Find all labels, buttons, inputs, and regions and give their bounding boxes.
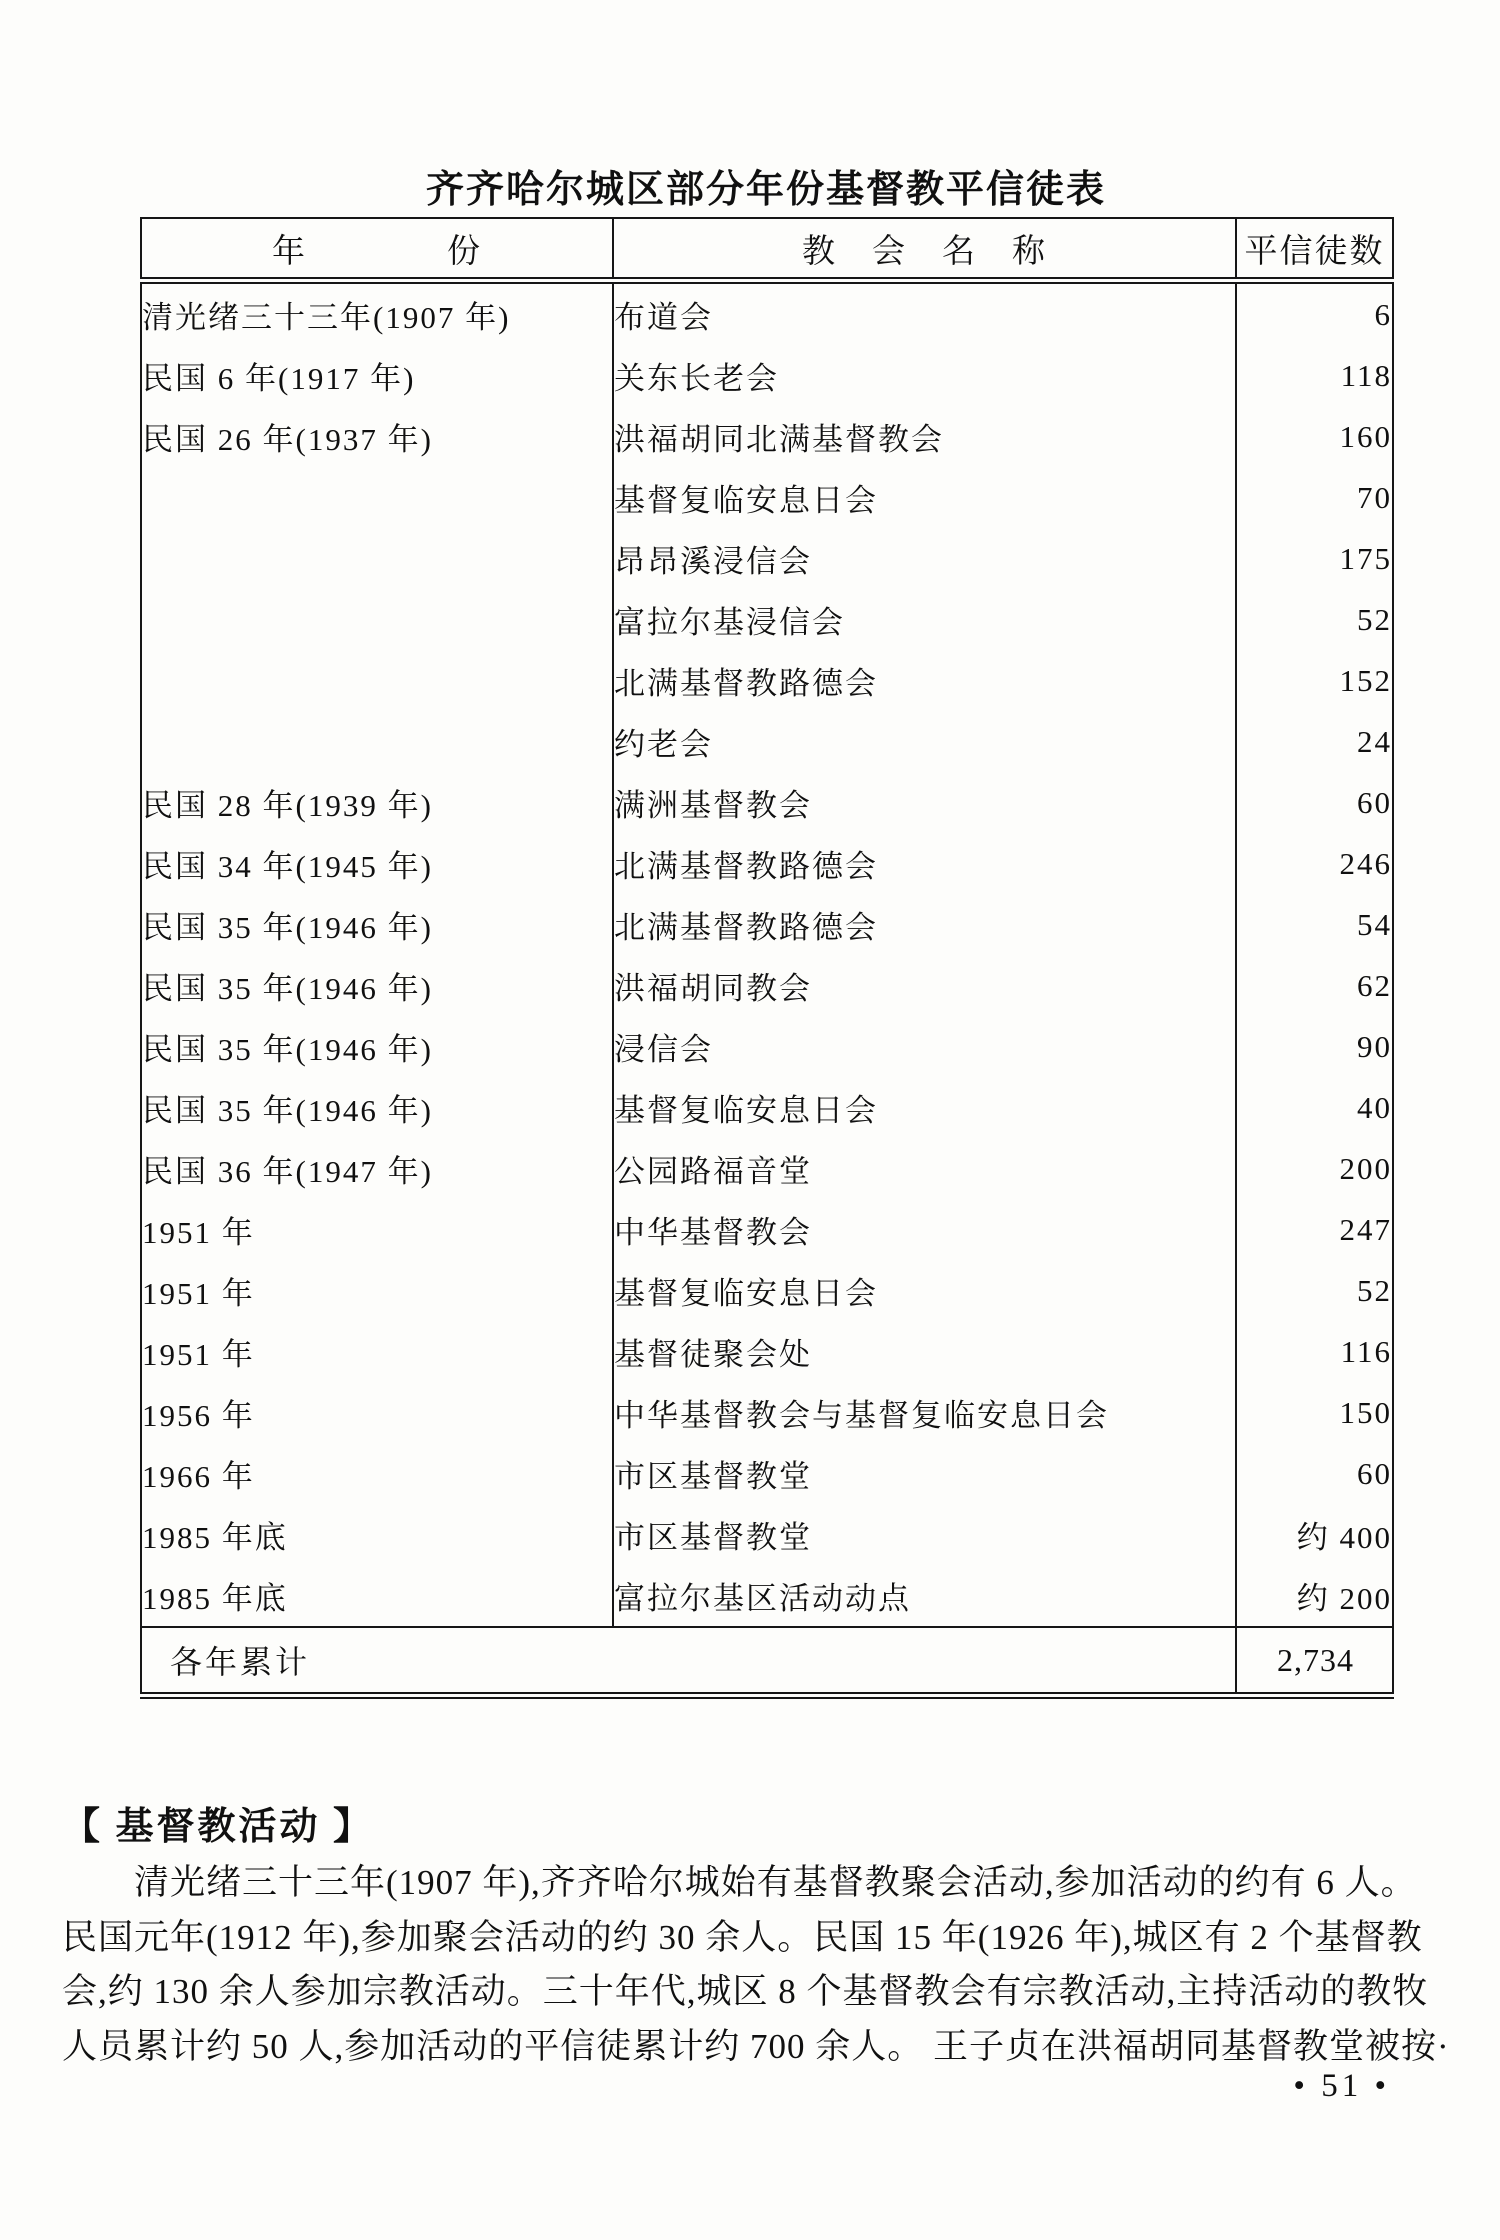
table-row [141, 1199, 1393, 1260]
year-cell: 1951 年 [141, 1321, 613, 1382]
year-cell: 民国 34 年(1945 年) [141, 833, 613, 894]
table-row [141, 955, 1393, 1016]
church-name-cell: 公园路福音堂 [613, 1138, 1236, 1199]
believer-count-cell: 24 [1357, 723, 1392, 759]
table-row [141, 711, 1393, 772]
believer-count-cell: 152 [1339, 662, 1392, 698]
year-cell: 1985 年底 [141, 1565, 613, 1627]
table-row [141, 1382, 1393, 1443]
church-name-cell: 基督复临安息日会 [613, 467, 1236, 528]
table-row [141, 833, 1393, 894]
year-cell: 1985 年底 [141, 1504, 613, 1565]
page-number: • 51 • [1293, 2068, 1390, 2104]
table-row [141, 772, 1393, 833]
header-church-name: 教 会 名 称 [613, 218, 1236, 281]
church-name-cell: 约老会 [613, 711, 1236, 772]
year-cell [141, 528, 613, 589]
church-name-cell: 市区基督教堂 [613, 1504, 1236, 1565]
year-cell: 民国 26 年(1937 年) [141, 406, 613, 467]
table-row [141, 1260, 1393, 1321]
believer-count-cell: 60 [1357, 784, 1392, 820]
church-name-cell: 市区基督教堂 [613, 1443, 1236, 1504]
church-name-cell: 富拉尔基浸信会 [613, 589, 1236, 650]
year-cell: 1956 年 [141, 1382, 613, 1443]
table-row [141, 406, 1393, 467]
year-cell: 民国 6 年(1917 年) [141, 345, 613, 406]
table-row [141, 1138, 1393, 1199]
table-body [141, 281, 1393, 1628]
year-cell: 1951 年 [141, 1260, 613, 1321]
believer-count-cell: 62 [1357, 967, 1392, 1003]
believer-count-cell: 200 [1339, 1150, 1392, 1186]
table-row [141, 1565, 1393, 1627]
year-cell: 民国 36 年(1947 年) [141, 1138, 613, 1199]
year-cell: 民国 35 年(1946 年) [141, 955, 613, 1016]
church-name-cell: 洪福胡同北满基督教会 [613, 406, 1236, 467]
believer-count-cell: 60 [1357, 1455, 1392, 1491]
paragraph-line-2: 民国元年(1912 年),参加聚会活动的约 30 余人。民国 15 年(1926 年),城区有 2 个基督教 [62, 1917, 1423, 1957]
church-name-cell: 浸信会 [613, 1016, 1236, 1077]
table-row [141, 650, 1393, 711]
church-name-cell: 关东长老会 [613, 345, 1236, 406]
total-value: 2,734 [1236, 1627, 1393, 1696]
year-cell: 1951 年 [141, 1199, 613, 1260]
table-row [141, 281, 1393, 346]
believer-count-cell: 246 [1339, 845, 1392, 881]
table-row [141, 1321, 1393, 1382]
church-name-cell: 中华基督教会 [613, 1199, 1236, 1260]
paragraph-line-3: 会,约 130 余人参加宗教活动。三十年代,城区 8 个基督教会有宗教活动,主持活动的教牧 [62, 1972, 1429, 2011]
believer-count-cell: 70 [1357, 479, 1392, 515]
christian-activities-section [62, 1799, 1450, 2074]
believer-count-cell: 118 [1340, 357, 1392, 393]
church-name-cell: 昂昂溪浸信会 [613, 528, 1236, 589]
church-name-cell: 基督复临安息日会 [613, 1260, 1236, 1321]
believer-count-cell: 40 [1357, 1089, 1392, 1125]
table-row [141, 1016, 1393, 1077]
year-cell [141, 711, 613, 772]
year-cell [141, 589, 613, 650]
section-heading: 【 基督教活动 】 [62, 1806, 375, 1848]
table-row [141, 345, 1393, 406]
believer-count-cell: 约 400 [1296, 1520, 1392, 1555]
church-name-cell: 满洲基督教会 [613, 772, 1236, 833]
church-name-cell: 布道会 [613, 281, 1236, 346]
church-name-cell: 北满基督教路德会 [613, 650, 1236, 711]
believer-count-cell: 150 [1339, 1394, 1392, 1430]
believer-count-cell: 175 [1339, 540, 1392, 576]
believers-table [140, 217, 1394, 1699]
church-name-cell: 基督徒聚会处 [613, 1321, 1236, 1382]
total-label: 各年累计 [141, 1627, 1236, 1696]
table-row [141, 1077, 1393, 1138]
year-cell [141, 467, 613, 528]
church-name-cell: 中华基督教会与基督复临安息日会 [613, 1382, 1236, 1443]
believer-count-cell: 90 [1357, 1028, 1392, 1064]
table-row [141, 1443, 1393, 1504]
believer-count-cell: 52 [1357, 1272, 1392, 1308]
header-year: 年 份 [141, 218, 613, 281]
table-footer [141, 1627, 1393, 1696]
header-row [141, 218, 1393, 281]
table-row [141, 1504, 1393, 1565]
church-name-cell: 洪福胡同教会 [613, 955, 1236, 1016]
paragraph-line-1: 清光绪三十三年(1907 年),齐齐哈尔城始有基督教聚会活动,参加活动的约有 6 人。 [134, 1863, 1417, 1902]
believer-count-cell: 52 [1357, 601, 1392, 637]
believer-count-cell: 247 [1339, 1211, 1392, 1247]
believer-count-cell: 约 200 [1296, 1581, 1392, 1616]
table-row [141, 589, 1393, 650]
table-row [141, 467, 1393, 528]
believer-count-cell: 160 [1339, 418, 1392, 454]
year-cell: 清光绪三十三年(1907 年) [141, 281, 613, 346]
paragraph-line-4: 人员累计约 50 人,参加活动的平信徒累计约 700 余人。 王子贞在洪福胡同基督教堂被按· [62, 2026, 1450, 2066]
church-name-cell: 北满基督教路德会 [613, 894, 1236, 955]
year-cell: 民国 35 年(1946 年) [141, 1016, 613, 1077]
year-cell: 民国 28 年(1939 年) [141, 772, 613, 833]
year-cell [141, 650, 613, 711]
believer-count-cell: 6 [1374, 296, 1392, 332]
table-header [141, 218, 1393, 281]
year-cell: 民国 35 年(1946 年) [141, 894, 613, 955]
table-title: 齐齐哈尔城区部分年份基督教平信徒表 [425, 169, 1106, 211]
church-name-cell: 富拉尔基区活动动点 [613, 1565, 1236, 1627]
believer-count-cell: 116 [1340, 1333, 1392, 1369]
year-cell: 1966 年 [141, 1443, 613, 1504]
church-name-cell: 基督复临安息日会 [613, 1077, 1236, 1138]
church-name-cell: 北满基督教路德会 [613, 833, 1236, 894]
year-cell: 民国 35 年(1946 年) [141, 1077, 613, 1138]
total-row [141, 1627, 1393, 1696]
believer-count-cell: 54 [1357, 906, 1392, 942]
table-row [141, 894, 1393, 955]
table-row [141, 528, 1393, 589]
header-believer-count: 平信徒数 [1236, 218, 1393, 281]
